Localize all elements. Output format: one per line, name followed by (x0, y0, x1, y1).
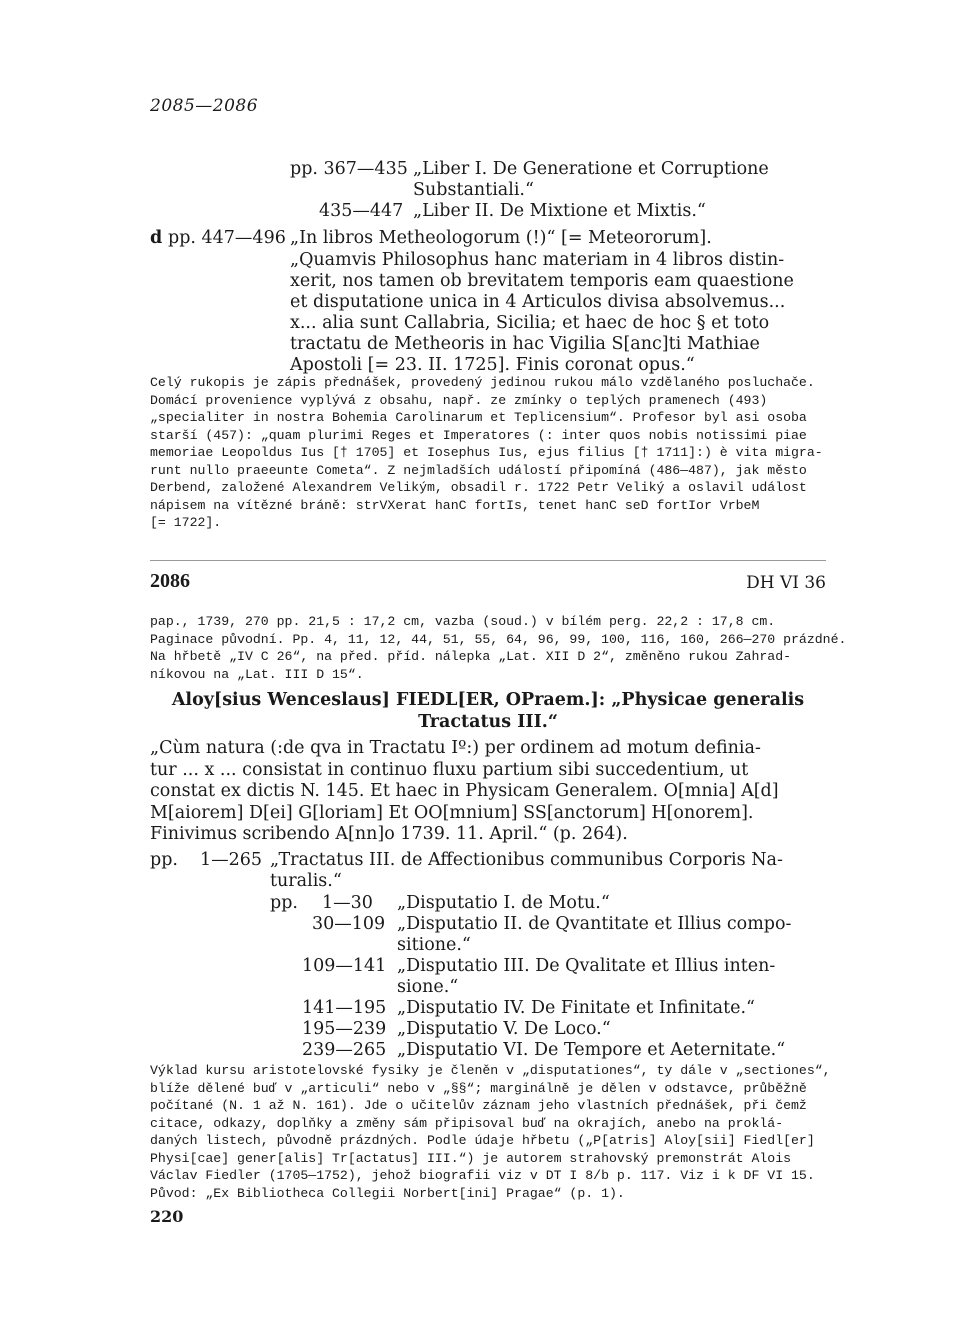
quote-line: tur ... x ... consistat in continuo fluxu partium sibi succedentium, ut (150, 759, 749, 780)
page-prefix: pp. (270, 893, 298, 913)
item-title-line: „Liber I. De Generatione et Corruptione (413, 159, 769, 179)
item-title-line: turalis.“ (270, 871, 342, 891)
note-line: memoriae Leopoldus Ius [† 1705] et Iosephus Ius, ejus filius [† 1711]:) è vita migra- (150, 445, 823, 460)
disputation-title: „Disputatio I. de Motu.“ (397, 893, 610, 913)
note-line: Václav Fiedler (1705—1752), jehož biografii viz v DT I 8/b p. 117. Viz i k DF VI 15. (150, 1168, 815, 1183)
item-title-line: Substantiali.“ (413, 180, 534, 200)
incipit-quote (290, 250, 830, 376)
note-line: starší (457): „quam plurimi Reges et Imperatores (: inter quos nobis notissimi piae (150, 427, 807, 443)
note-line: citace, odkazy, doplňky a změny sám připisoval buď na okrajích, anebo na proklá- (150, 1115, 784, 1131)
shelfmark: DH VI 36 (746, 573, 826, 593)
page-prefix: pp. (150, 850, 178, 870)
disputation-title: „Disputatio IV. De Finitate et Infinitate.“ (397, 998, 755, 1018)
title-line: Aloy[sius Wenceslaus] FIEDL[ER, OPraem.]: „Physicae generalis (171, 690, 805, 710)
work-title (150, 690, 826, 734)
quote-line: xerit, nos tamen ob brevitatem temporis eam quaestione (290, 271, 794, 291)
disputation-title: „Disputatio V. De Loco.“ (397, 1019, 611, 1039)
quote-line: „Quamvis Philosophus hanc materiam in 4 libros distin- (290, 250, 785, 270)
page-range: 435—447 (319, 201, 404, 221)
page-range: 1—30 (322, 893, 373, 913)
note-line: Celý rukopis je zápis přednášek, provedený jedinou rukou málo vzdělaného posluchače. (150, 375, 815, 390)
physical-line: pap., 1739, 270 pp. 21,5 : 17,2 cm, vazba (soud.) v bílém perg. 22,2 : 17,8 cm. (150, 614, 776, 629)
disputation-title: „Disputatio III. De Qvalitate et Illius inten- (397, 956, 776, 976)
page-range: 109—141 (302, 956, 387, 976)
description-note (150, 375, 830, 533)
note-line: nápisem na vítězné bráně: strVXerat hanC fortIs, tenet hanC seD fortIor VrbeM (150, 497, 760, 513)
description-note (150, 1063, 830, 1203)
quote-line: M[aiorem] D[ei] G[loriam] Et OO[mnium] SS[anctorum] H[onorem]. (150, 802, 754, 823)
title-line: Tractatus III.“ (418, 712, 558, 732)
page-range: 195—239 (302, 1019, 387, 1039)
note-line: daných listech, původně prázdných. Podle údaje hřbetu („P[atris] Aloy[sii] Fiedl[er] (150, 1133, 815, 1148)
entry-divider (150, 560, 826, 561)
item-title-line: „In libros Metheologorum (!)“ [= Meteororum]. (290, 228, 712, 248)
note-line: Derbend, založené Alexandrem Velikým, obsadil r. 1722 Petr Veliký a oslavil událost (150, 480, 807, 495)
physical-description (150, 614, 847, 684)
quote-line: x... alia sunt Callabria, Sicilia; et haec de hoc § et toto (290, 313, 770, 333)
disputation-title: „Disputatio II. de Qvantitate et Illius compo- (397, 914, 792, 934)
quote-line: „Cùm natura (:de qva in Tractatu Iº:) per ordinem ad motum definia- (150, 738, 761, 758)
page-number: 220 (150, 1207, 184, 1226)
disputation-title: sitione.“ (397, 935, 471, 955)
page-range: 239—265 (302, 1040, 387, 1060)
note-line: [= 1722]. (150, 515, 222, 530)
entry-number: 2086 (150, 570, 190, 592)
note-line: „specialiter in nostra Bohemia Carolinarum et Teplicensium“. Profesor byl asi osoba (150, 410, 807, 425)
physical-line: Na hřbetě „IV C 26“, na před. příd. nálepka „Lat. XII D 2“, změněno rukou Zahrad- (150, 649, 792, 664)
page-range: 141—195 (302, 998, 387, 1018)
disputation-title: sione.“ (397, 977, 459, 997)
page-range: 1—265 (200, 850, 263, 870)
page-range: pp. 367—435 (290, 159, 408, 179)
note-line: počítané (N. 1 až N. 161). Jde o učitelův záznam jeho vlastních přednášek, při čemž (150, 1098, 807, 1113)
note-line: Výklad kursu aristotelovské fysiky je členěn v „disputationes“, ty dále v „sectiones“, (150, 1063, 831, 1078)
quote-line: Apostoli [= 23. II. 1725]. Finis coronat opus.“ (290, 355, 695, 375)
quote-line: tractatu de Metheoris in hac Vigilia S[anc]ti Mathiae (290, 334, 760, 354)
page-range: 30—109 (312, 914, 386, 934)
note-line: Domácí provenience vyplývá z obsahu, např. ze zmínky o teplých pramenech (493) (150, 392, 768, 408)
running-head: 2085—2086 (150, 96, 259, 116)
quote-line: constat ex dictis N. 145. Et haec in Physicam Generalem. O[mnia] A[d] (150, 781, 779, 801)
quote-line: Finivimus scribendo A[nn]o 1739. 11. April.“ (p. 264). (150, 824, 628, 844)
page-range: pp. 447—496 (168, 228, 286, 248)
disputation-title: „Disputatio VI. De Tempore et Aeternitate.“ (397, 1040, 786, 1060)
quote-line: et disputatione unica in 4 Articulos divisa absolvemus... (290, 292, 786, 312)
note-line: runt nullo praeeunte Cometa“. Z nejmladších událostí připomíná (486—487), jak město (150, 462, 807, 478)
note-line: Původ: „Ex Bibliotheca Collegii Norbert[ini] Pragae“ (p. 1). (150, 1185, 625, 1201)
note-line: Physi[cae] gener[alis] Tr[actatus] III.“) je autorem strahovský premonstrát Alois (150, 1150, 792, 1166)
note-line: blíže dělené buď v „articuli“ nebo v „§§“; marginálně je dělen v odstavce, průběžně (150, 1080, 807, 1096)
item-title-line: „Liber II. De Mixtione et Mixtis.“ (413, 201, 706, 221)
item-title-line: „Tractatus III. de Affectionibus communibus Corporis Na- (270, 850, 783, 870)
physical-line: Paginace původní. Pp. 4, 11, 12, 44, 51, 55, 64, 96, 99, 100, 116, 160, 266—270 prázdné. (150, 631, 847, 647)
explicit-quote (150, 738, 830, 846)
physical-line: níkovou na „Lat. III D 15“. (150, 666, 364, 682)
section-marker: d (150, 228, 163, 248)
